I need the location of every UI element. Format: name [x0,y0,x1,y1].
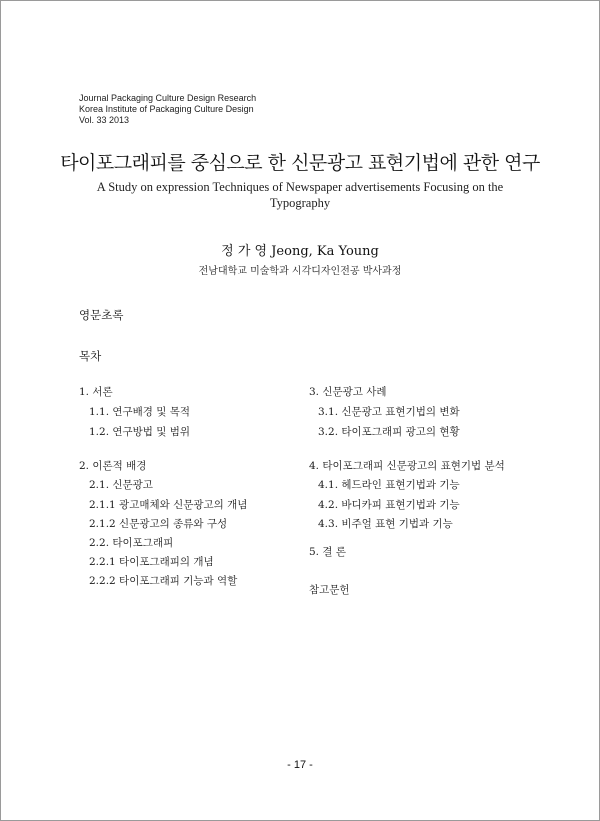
abstract-heading: 영문초록 [79,308,124,322]
journal-name: Journal Packaging Culture Design Research [79,93,257,103]
toc-item: 2.1.1 광고매체와 신문광고의 개념 [89,499,248,511]
journal-institute: Korea Institute of Packaging Culture Design [79,104,254,114]
toc-item: 1. 서론 [79,386,113,398]
journal-header [79,93,256,126]
paper-title-english: A Study on expression Techniques of Newspaper advertisements Focusing on the Typography [96,180,504,210]
toc-item: 4.3. 비주얼 표현 기법과 기능 [318,518,453,530]
toc-item: 2.2.1 타이포그래피의 개념 [89,556,214,568]
author-name: 정 가 영 Jeong, Ka Young [221,244,379,259]
toc-item: 참고문헌 [309,584,350,596]
toc-item: 3.2. 타이포그래피 광고의 현황 [318,426,460,438]
toc-item: 2. 이론적 배경 [79,460,147,472]
page-number: - 17 - [287,759,313,771]
toc-item: 5. 결 론 [309,546,346,558]
toc-item: 2.2. 타이포그래피 [89,537,174,549]
toc-heading: 목차 [79,349,102,363]
journal-volume: Vol. 33 2013 [79,115,130,125]
toc-item: 4.2. 바디카피 표현기법과 기능 [318,499,460,511]
toc-item: 3.1. 신문광고 표현기법의 변화 [318,406,460,418]
author-affiliation: 전남대학교 미술학과 시각디자인전공 박사과정 [198,266,402,277]
toc-item: 1.1. 연구배경 및 목적 [89,406,191,418]
toc-item: 1.2. 연구방법 및 범위 [89,426,191,438]
toc-item: 4.1. 헤드라인 표현기법과 기능 [318,479,460,491]
toc-item: 3. 신문광고 사례 [309,386,387,398]
toc-item: 4. 타이포그래피 신문광고의 표현기법 분석 [309,460,505,472]
toc-item: 2.1.2 신문광고의 종류와 구성 [89,518,228,530]
toc-item: 2.2.2 타이포그래피 기능과 역할 [89,575,238,587]
toc-item: 2.1. 신문광고 [89,479,153,491]
paper-title-korean: 타이포그래피를 중심으로 한 신문광고 표현기법에 관한 연구 [60,152,540,174]
